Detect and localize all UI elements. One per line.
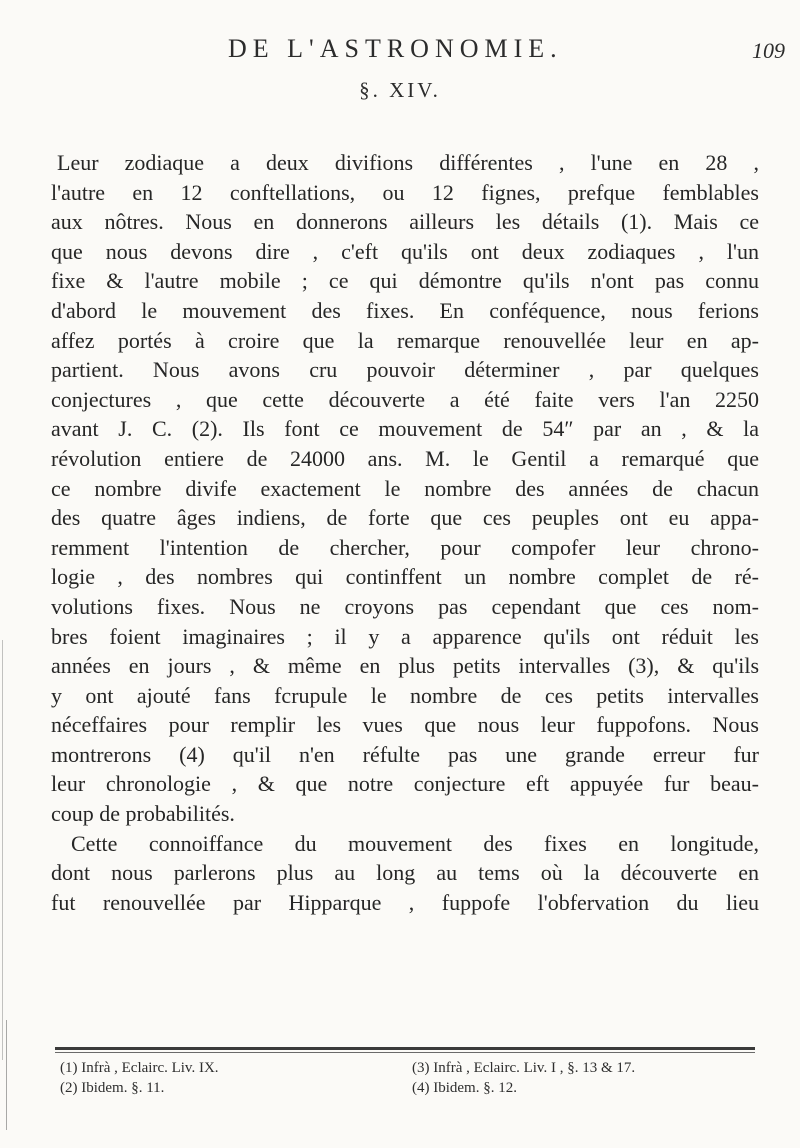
text-line: coup de probabilités. bbox=[51, 801, 235, 827]
text-line: avant J. C. (2). Ils font ce mouvement de 54″ par an , & la bbox=[51, 416, 759, 442]
text-line: fixe & l'autre mobile ; ce qui démontre qu'ils n'ont pas connu bbox=[51, 268, 759, 294]
body-text bbox=[51, 148, 759, 917]
page-number: 109 bbox=[752, 38, 785, 63]
footnote-rule-thin bbox=[55, 1052, 755, 1053]
footnote-1: (1) Infrà , Eclairc. Liv. IX. bbox=[60, 1060, 219, 1076]
text-line: conjectures , que cette découverte a été faite vers l'an 2250 bbox=[51, 386, 759, 412]
text-line: révolution entiere de 24000 ans. M. le Gentil a remarqué que bbox=[51, 445, 759, 471]
footnote-4: (4) Ibidem. §. 12. bbox=[412, 1080, 517, 1096]
text-line: partient. Nous avons cru pouvoir déterminer , par quelques bbox=[51, 357, 759, 383]
page-edge-mark bbox=[2, 640, 3, 1060]
text-line: leur chronologie , & que notre conjecture eft appuyée fur beau- bbox=[51, 771, 759, 797]
text-line: dont nous parlerons plus au long au tems où la découverte en bbox=[51, 860, 759, 886]
text-line: l'autre en 12 conftellations, ou 12 fignes, prefque femblables bbox=[51, 179, 759, 205]
text-line: Leur zodiaque a deux divifions différentes , l'une en 28 , bbox=[57, 150, 759, 175]
footnote-2: (2) Ibidem. §. 11. bbox=[60, 1080, 165, 1096]
text-line: années en jours , & même en plus petits intervalles (3), & qu'ils bbox=[51, 653, 759, 679]
text-line: ce nombre divife exactement le nombre des années de chacun bbox=[51, 475, 759, 501]
text-line: logie , des nombres qui continffent un nombre complet de ré- bbox=[51, 564, 759, 590]
text-line: fut renouvellée par Hipparque , fuppofe l'obfervation du lieu bbox=[51, 889, 759, 915]
text-line: Cette connoiffance du mouvement des fixes en longitude, bbox=[71, 830, 759, 856]
text-line: volutions fixes. Nous ne croyons pas cependant que ces nom- bbox=[51, 593, 759, 619]
text-line: affez portés à croire que la remarque renouvellée leur en ap- bbox=[51, 327, 759, 353]
footnote-rule bbox=[55, 1047, 755, 1050]
running-head: DE L'ASTRONOMIE. bbox=[228, 34, 563, 63]
text-line: montrerons (4) qu'il n'en réfulte pas une grande erreur fur bbox=[51, 741, 759, 767]
text-line: aux nôtres. Nous en donnerons ailleurs les détails (1). Mais ce bbox=[51, 209, 759, 235]
text-line: bres foient imaginaires ; il y a apparence qu'ils ont réduit les bbox=[51, 623, 759, 649]
page-edge-mark bbox=[6, 1020, 7, 1130]
text-line: remment l'intention de chercher, pour compofer leur chrono- bbox=[51, 534, 759, 560]
text-line: néceffaires pour remplir les vues que nous leur fuppofons. Nous bbox=[51, 712, 759, 738]
text-line: que nous devons dire , c'eft qu'ils ont deux zodiaques , l'un bbox=[51, 238, 759, 264]
section-heading: §. XIV. bbox=[359, 78, 441, 102]
text-line: y ont ajouté fans fcrupule le nombre de ces petits intervalles bbox=[51, 682, 759, 708]
footnote-3: (3) Infrà , Eclairc. Liv. I , §. 13 & 17. bbox=[412, 1060, 636, 1076]
text-line: d'abord le mouvement des fixes. En conféquence, nous ferions bbox=[51, 297, 759, 323]
text-line: des quatre âges indiens, de forte que ces peuples ont eu appa- bbox=[51, 505, 759, 531]
